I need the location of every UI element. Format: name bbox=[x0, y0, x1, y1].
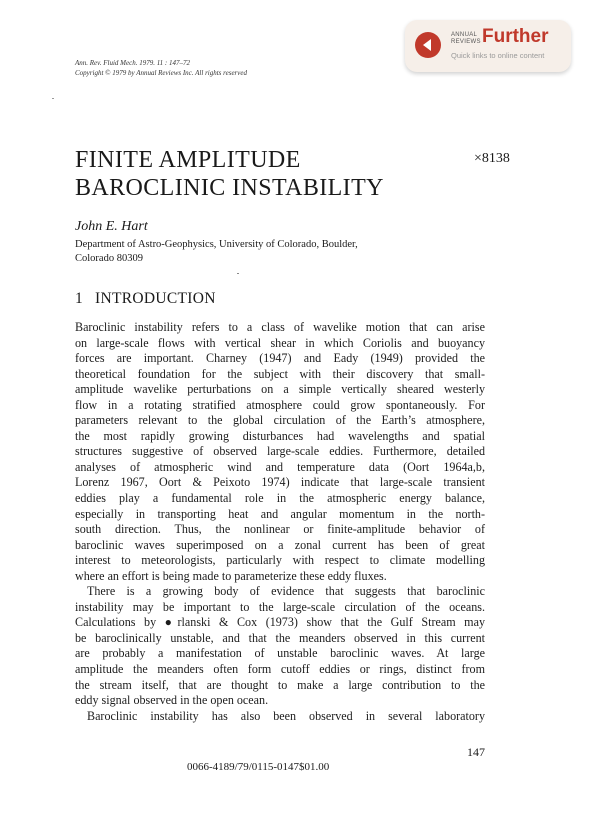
further-label: Further bbox=[482, 26, 549, 47]
footer-code: 0066-4189/79/0115-0147$01.00 bbox=[187, 761, 330, 773]
body-line: on large-scale flows with vertical shear in which Coriolis and buoyancy bbox=[75, 335, 485, 350]
body-line: Calculations by ●rlanski & Cox (1973) show that the Gulf Stream may bbox=[75, 615, 485, 630]
body-line: the most rapidly growing disturbances had wavelengths and spatial bbox=[75, 428, 485, 443]
body-line: be baroclinically unstable, and that the meanders observed in this current bbox=[75, 630, 485, 645]
body-line: parameters relevant to the global circulation of the Earth’s atmosphere, bbox=[75, 413, 485, 428]
further-links-badge[interactable] bbox=[405, 20, 571, 72]
affiliation-line-1: Department of Astro-Geophysics, University of Colorado, Boulder, bbox=[75, 239, 358, 250]
title-line-1: FINITE AMPLITUDE bbox=[75, 147, 301, 173]
affiliation-line-2: Colorado 80309 bbox=[75, 253, 143, 264]
body-line: Baroclinic instability refers to a class of wavelike motion that can arise bbox=[75, 320, 485, 334]
body-text bbox=[75, 320, 485, 724]
body-line: analyses of atmospheric wind and temperature data (Oort 1964a,b, bbox=[75, 459, 485, 474]
body-line: Baroclinic instability has also been observed in several laboratory bbox=[87, 708, 485, 723]
body-line: are probably a manifestation of unstable baroclinic waves. At large bbox=[75, 646, 485, 661]
author-affiliation bbox=[75, 238, 358, 266]
body-line: baroclinic waves superimposed on a zonal current has been of great bbox=[75, 537, 485, 552]
body-line: structures suggestive of observed large-scale eddies. Furthermore, detailed bbox=[75, 444, 485, 459]
body-line: especially in transporting heat and angular momentum in the north- bbox=[75, 506, 485, 521]
body-line: forces are important. Charney (1947) and Eady (1949) provided the bbox=[75, 351, 485, 366]
body-line: eddy signal observed in the open ocean. bbox=[75, 693, 269, 708]
author-name: John E. Hart bbox=[75, 219, 148, 234]
body-line: interest to meteorologists, particularly with respect to climate modelling bbox=[75, 553, 485, 568]
body-line: amplitude the meanders often form cutoff eddies or rings, distinct from bbox=[75, 662, 485, 677]
arrow-icon bbox=[415, 32, 441, 58]
journal-copyright: Copyright © 1979 by Annual Reviews Inc. All rights reserved bbox=[75, 69, 247, 77]
section-title: INTRODUCTION bbox=[95, 290, 216, 307]
body-line: theoretical foundation for the subject with their discovery that small- bbox=[75, 366, 485, 381]
quick-links-label: Quick links to online content bbox=[451, 51, 545, 60]
body-line: eddies play a fundamental role in the atmospheric energy balance, bbox=[75, 491, 485, 506]
speck bbox=[52, 98, 54, 99]
body-line: the stream itself, that are thought to make a large contribution to the bbox=[75, 677, 485, 692]
body-line: south direction. Thus, the nonlinear or finite-amplitude behavior of bbox=[75, 522, 485, 537]
journal-header bbox=[75, 58, 247, 78]
body-line: Lorenz 1967, Oort & Peixoto 1974) indicate that large-scale transient bbox=[75, 475, 485, 490]
section-heading bbox=[75, 290, 216, 308]
body-line: instability may be important to the large-scale circulation of the oceans. bbox=[75, 599, 485, 614]
page-number: 147 bbox=[467, 745, 485, 759]
body-line: where an effort is being made to parameterize these eddy fluxes. bbox=[75, 568, 387, 583]
body-line: There is a growing body of evidence that suggests that baroclinic bbox=[87, 584, 485, 599]
body-line: flow in a rotating stratified atmosphere could grow spontaneously. For bbox=[75, 397, 485, 412]
speck bbox=[237, 273, 239, 274]
annual-reviews-logo: ANNUAL REVIEWS bbox=[451, 32, 481, 45]
body-line: amplitude wavelike perturbations on a simple vertically sheared westerly bbox=[75, 382, 485, 397]
section-number: 1 bbox=[75, 290, 84, 307]
title-line-2: BAROCLINIC INSTABILITY bbox=[75, 175, 384, 201]
article-title bbox=[75, 146, 384, 202]
journal-citation: Ann. Rev. Fluid Mech. 1979. 11 : 147–72 bbox=[75, 59, 191, 67]
document-id: ×8138 bbox=[474, 151, 510, 166]
